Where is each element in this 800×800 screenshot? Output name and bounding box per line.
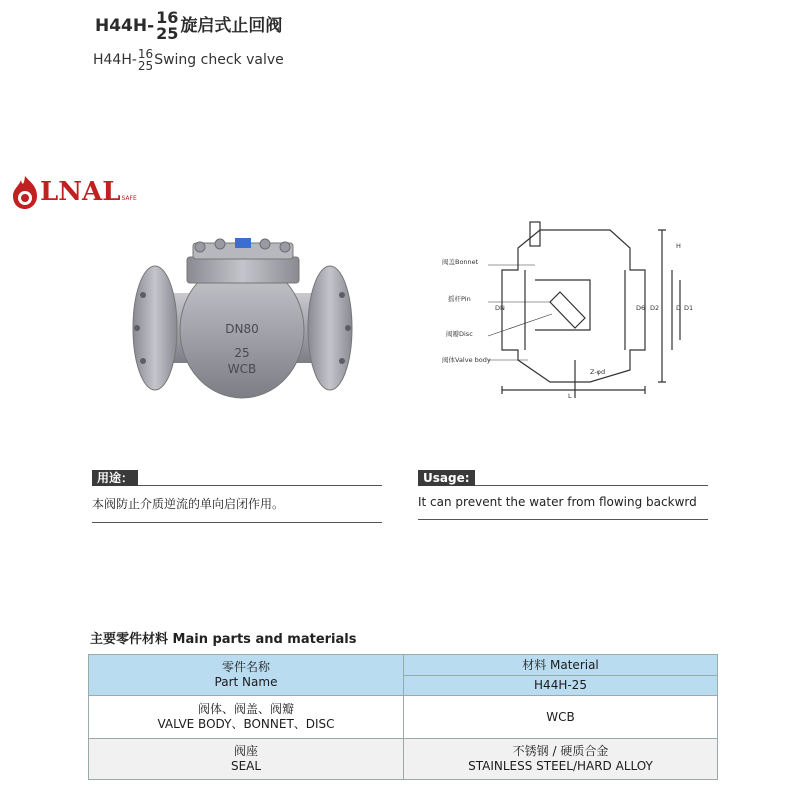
dim-dn: DN	[495, 304, 505, 312]
subtitle-en-name: Swing check valve	[154, 52, 284, 68]
header-model: H44H-25	[404, 675, 718, 696]
product-title	[95, 10, 282, 42]
dim-d: D	[676, 304, 682, 312]
dim-d6: D6	[636, 304, 646, 312]
usage-cn-section	[92, 470, 382, 523]
valve-photo	[125, 235, 360, 410]
logo-suffix: SAFE	[121, 194, 137, 202]
header-part-name: 零件名称 Part Name	[89, 655, 404, 696]
brand-logo	[10, 174, 137, 210]
title-prefix: H44H-	[95, 16, 155, 36]
label-valve-body: 阀体Valve body	[442, 356, 491, 364]
dim-bolt: Z-φd	[590, 368, 606, 376]
marking-pn: 25	[234, 346, 250, 360]
usage-cn-text: 本阀防止介质逆流的单向启闭作用。	[92, 497, 285, 511]
marking-material: WCB	[227, 362, 257, 376]
product-subtitle	[93, 48, 284, 72]
subtitle-prefix: H44H-	[93, 52, 137, 68]
label-disc: 阀瓣Disc	[446, 330, 473, 338]
cross-section-drawing	[440, 210, 694, 400]
materials-table	[88, 654, 718, 780]
usage-cn-heading: 用途：	[92, 470, 138, 486]
table-header-row	[89, 655, 718, 676]
title-cn-name: 旋启式止回阀	[180, 16, 283, 36]
usage-en-text: It can prevent the water from flowing backwrd	[418, 495, 697, 509]
dim-d2: D2	[650, 304, 660, 312]
flame-icon	[10, 174, 40, 210]
label-bonnet: 阀盖Bonnet	[442, 258, 479, 266]
logo-text: LNAL	[40, 177, 121, 207]
table-row	[89, 739, 718, 780]
row-part: 阀座 SEAL	[89, 739, 404, 780]
row-material: WCB	[404, 696, 718, 739]
dim-h: H	[676, 242, 681, 250]
label-pin: 摇杆Pin	[448, 295, 471, 303]
usage-en-heading: Usage:	[418, 470, 475, 486]
materials-title: 主要零件材料 Main parts and materials	[90, 632, 357, 647]
table-row	[89, 696, 718, 739]
dim-l: L	[568, 392, 572, 400]
marking-dn: DN80	[225, 322, 259, 336]
header-material: 材料 Material	[404, 655, 718, 676]
dim-d1: D1	[684, 304, 694, 312]
row-part: 阀体、阀盖、阀瓣 VALVE BODY、BONNET、DISC	[89, 696, 404, 739]
pressure-fraction: 16 25	[156, 8, 179, 43]
subtitle-fraction: 16 25	[137, 47, 154, 73]
row-material: 不锈钢 / 硬质合金 STAINLESS STEEL/HARD ALLOY	[404, 739, 718, 780]
usage-en-section	[418, 470, 708, 520]
